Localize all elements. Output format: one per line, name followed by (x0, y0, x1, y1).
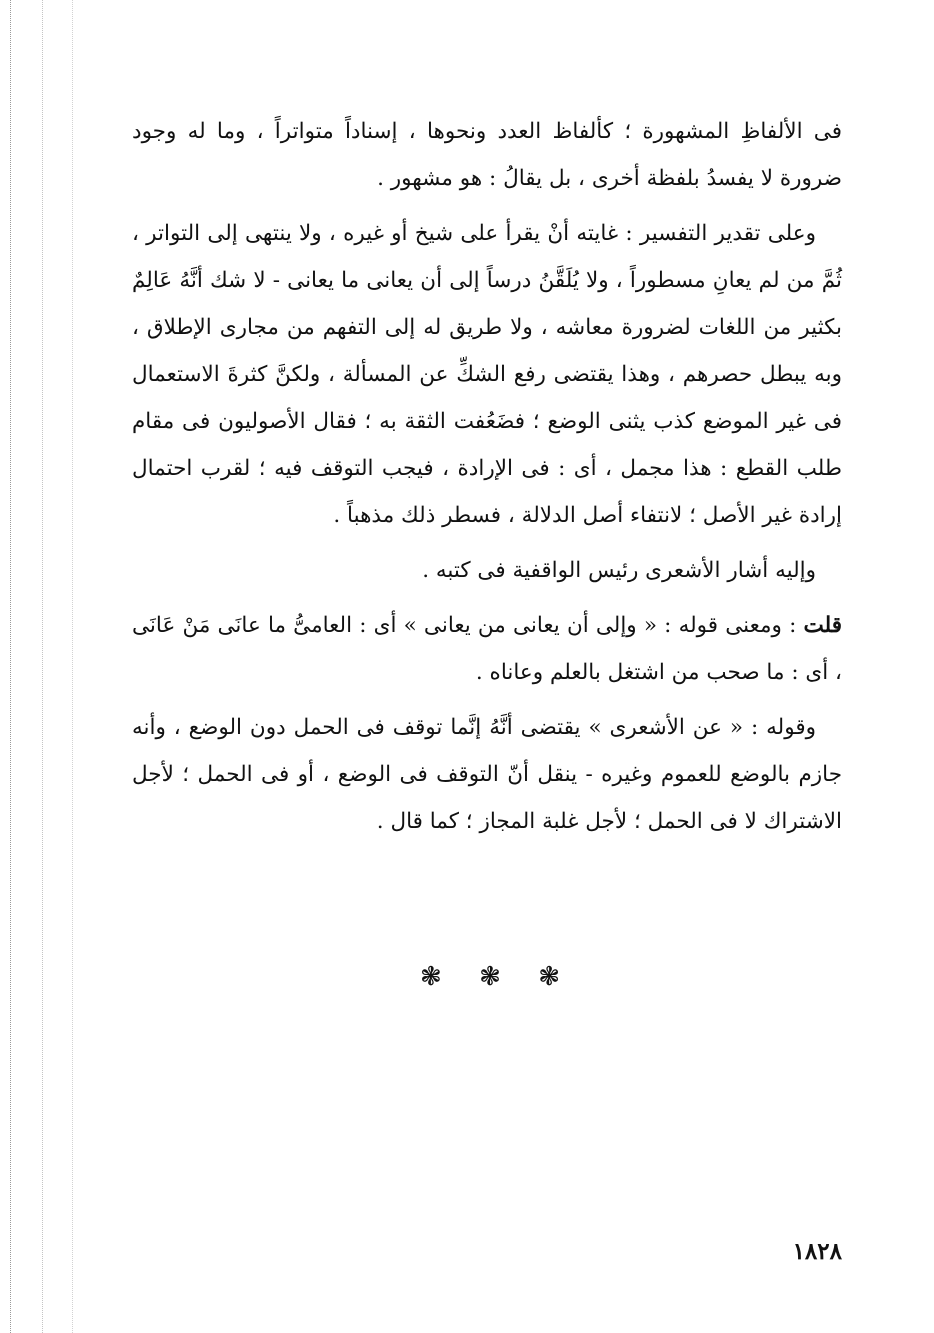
paragraph-lead: قلت (803, 613, 842, 638)
paragraph-1 (132, 108, 842, 202)
scan-edge-line (42, 0, 43, 1333)
asterism-icon: ❃ (479, 962, 501, 992)
page-number: ١٨٢٨ (792, 1238, 842, 1265)
paragraph-3 (132, 547, 842, 594)
asterism-icon: ❃ (420, 962, 442, 992)
paragraph-2 (132, 210, 842, 539)
paragraph-text: فى الألفاظِ المشهورة ؛ كألفاظ العدد ونحوها ، إسناداً متواتراً ، وما له وجود ضرورة لا يفسدُ بلفظة أخرى ، بل يقالُ : هو مشهور . (132, 119, 842, 191)
scan-edge-line (72, 0, 73, 1333)
paragraph-text: : ومعنى قوله : « وإلى أن يعانى من يعانى » أى : العامىُّ ما عانَى مَنْ عَانَى ، أى : ما صحب من اشتغل بالعلم وعاناه . (132, 613, 842, 685)
scan-edge-line (10, 0, 11, 1333)
paragraph-4 (132, 602, 842, 696)
asterism-icon: ❃ (538, 962, 560, 992)
paragraph-text: وقوله : « عن الأشعرى » يقتضى أنَّهُ إنَّما توقف فى الحمل دون الوضع ، وأنه جازم بالوضع للعموم وغيره - ينقل أنّ التوقف فى الوضع ، أو فى الحمل ؛ لأجل الاشتراك لا فى الحمل ؛ لأجل غلبة المجاز ؛ كما قال . (132, 715, 842, 834)
page-body (132, 108, 842, 853)
paragraph-text: وإليه أشار الأشعرى رئيس الواقفية فى كتبه . (422, 558, 816, 583)
paragraph-5 (132, 704, 842, 845)
paragraph-text: وعلى تقدير التفسير : غايته أنْ يقرأ على شيخ أو غيره ، ولا ينتهى إلى التواتر ، ثُمَّ من لم يعانِ مسطوراً ، ولا يُلَقَّنُ درساً إلى أن يعانى ما يعانى - لا شك أنَّهُ عَالِمٌ بكثير من اللغات لضرورة معاشه ، ولا طريق له إلى التفهم من مجارى الإطلاق ، وبه يبطل حصرهم ، وهذا يقتضى رفع الشكِّ عن المسألة ، ولكنَّ كثرةَ الاستعمال فى غير الموضع كذب يثنى الوضع ؛ فضَعُفت الثقة به ؛ فقال الأصوليون فى مقام طلب القطع : هذا مجمل ، أى : فى الإرادة ، فيجب التوقف فيه ؛ لقرب احتمال إرادة غير الأصل ؛ لانتفاء أصل الدلالة ، فسطر ذلك مذهباً . (132, 221, 842, 528)
section-divider-ornament (420, 962, 560, 992)
